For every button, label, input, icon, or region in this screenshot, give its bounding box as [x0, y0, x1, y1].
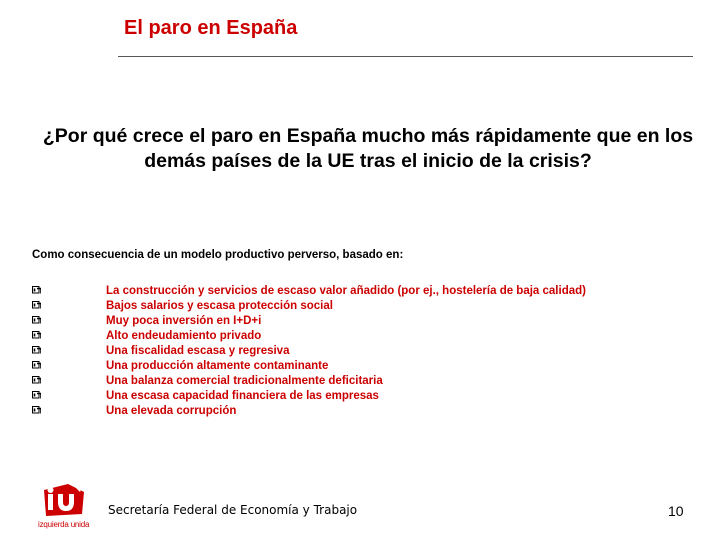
checkbox-bullet-icon [32, 361, 41, 370]
bullet-text: Una balanza comercial tradicionalmente deficitaria [106, 375, 383, 387]
checkbox-bullet-icon [32, 301, 41, 310]
checkbox-bullet-icon [32, 406, 41, 415]
page-number: 10 [668, 503, 684, 519]
bullet-text: La construcción y servicios de escaso valor añadido (por ej., hostelería de baja calidad) [106, 285, 586, 297]
title-divider [118, 56, 693, 57]
checkbox-bullet-icon [32, 376, 41, 385]
question-heading: ¿Por qué crece el paro en España mucho más rápidamente que en los demás países de la UE tras el inicio de la crisis? [42, 125, 694, 172]
checkbox-bullet-icon [32, 331, 41, 340]
bullet-text: Una elevada corrupción [106, 405, 237, 417]
bullet-text: Una fiscalidad escasa y regresiva [106, 345, 290, 357]
checkbox-bullet-icon [32, 346, 41, 355]
logo-caption: izquierda unida [38, 520, 90, 529]
bullet-text: Muy poca inversión en I+D+i [106, 315, 262, 327]
izquierda-unida-logo [38, 480, 98, 530]
logo-mark-icon [38, 480, 88, 520]
checkbox-bullet-icon [32, 316, 41, 325]
bullet-text: Una producción altamente contaminante [106, 360, 329, 372]
checkbox-bullet-icon [32, 286, 41, 295]
bullet-text: Bajos salarios y escasa protección social [106, 300, 333, 312]
checkbox-bullet-icon [32, 391, 41, 400]
bullet-text: Alto endeudamiento privado [106, 330, 262, 342]
bullet-text: Una escasa capacidad financiera de las empresas [106, 390, 379, 402]
footer-text: Secretaría Federal de Economía y Trabajo [108, 503, 358, 517]
intro-text: Como consecuencia de un modelo productivo perverso, basado en: [32, 249, 404, 261]
slide-title: El paro en España [124, 17, 298, 39]
